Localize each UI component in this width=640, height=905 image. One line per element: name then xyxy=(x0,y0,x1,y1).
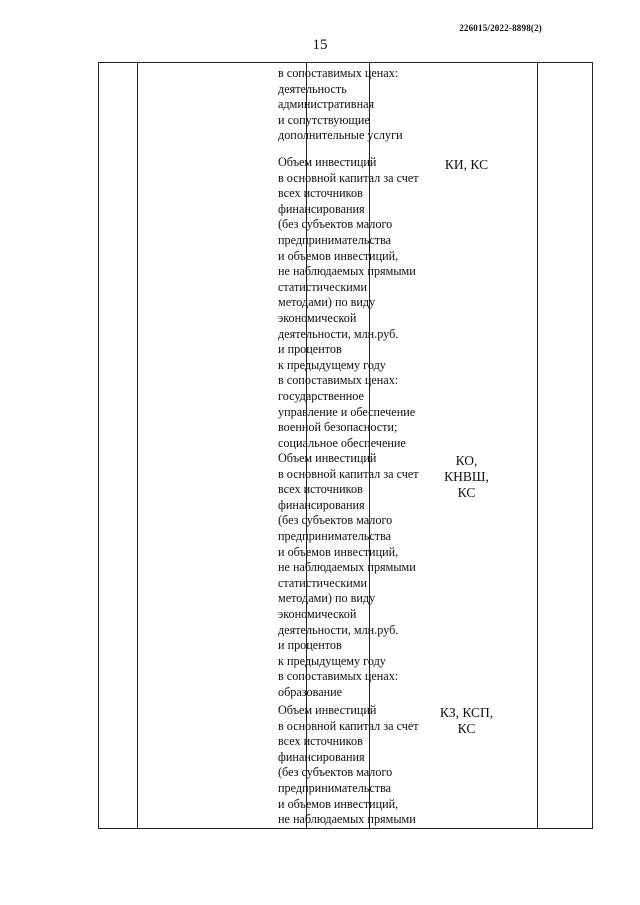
document-id: 226015/2022-8898(2) xyxy=(459,23,542,33)
indicator-text: Объем инвестиций в основной капитал за счет всех источников финансирования (без субъектов малого предпринимательства и объемов инвестиций, не наблюдаемых прямыми xyxy=(278,703,419,827)
indicator-text: в сопоставимых ценах: деятельность административная и сопутствующие дополнительные услуги xyxy=(278,66,403,143)
column-divider xyxy=(137,63,138,828)
responsible-code: КО, КНВШ, КС xyxy=(444,453,489,500)
responsible-code: КИ, КС xyxy=(444,157,489,172)
indicator-text: Объем инвестиций в основной капитал за счет всех источников финансирования (без субъектов малого предпринимательства и объемов инвестиций, не наблюдаемых прямыми статистическими методами) по виду экономической деятельности, млн.руб. и процентов к предыдущему году в сопоставимых ценах: государственное управление и обеспечение военной безопасности; социальное обеспечение xyxy=(278,155,419,450)
column-divider xyxy=(537,63,538,828)
responsible-code: КЗ, КСП, КС xyxy=(439,705,494,736)
indicator-text: Объем инвестиций в основной капитал за счет всех источников финансирования (без субъектов малого предпринимательства и объемов инвестиций, не наблюдаемых прямыми статистическими методами) по виду экономической деятельности, млн.руб. и процентов к предыдущему году в сопоставимых ценах: образование xyxy=(278,451,419,699)
page-number: 15 xyxy=(312,37,328,53)
